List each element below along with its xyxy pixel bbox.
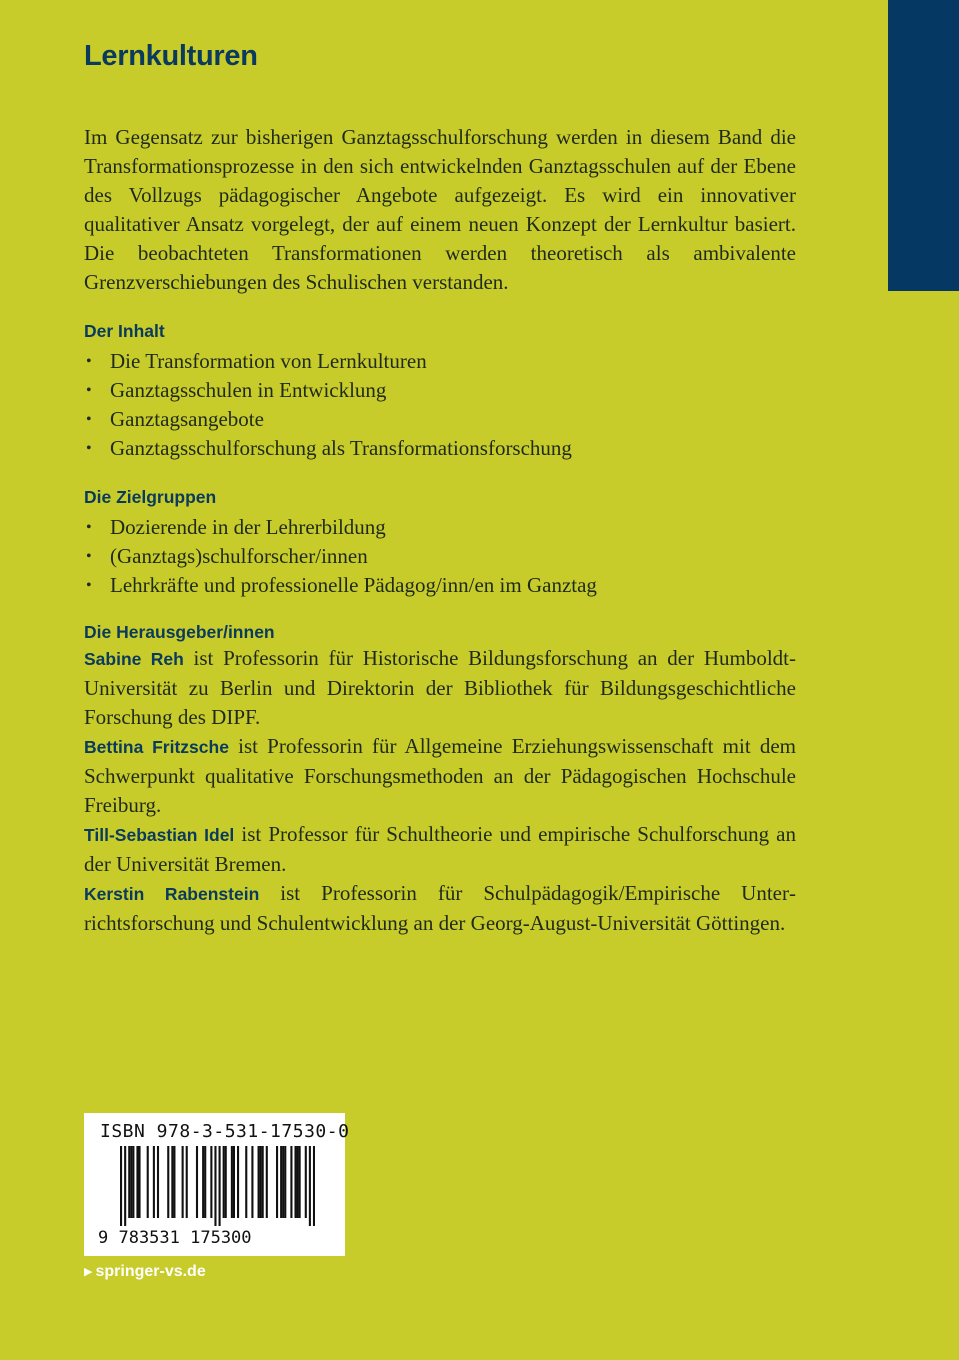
cover-color-band	[888, 0, 959, 291]
editor-name: Till-Sebastian Idel	[84, 825, 235, 845]
book-title: Lernkulturen	[84, 40, 258, 72]
barcode-bar	[309, 1146, 311, 1226]
list-item: • Die Transformation von Lernkulturen	[84, 347, 796, 376]
list-item: • Ganztagsschulen in Entwicklung	[84, 376, 796, 405]
barcode-bar	[266, 1146, 268, 1218]
arrow-right-icon: ▶	[84, 1266, 93, 1278]
bullet-icon: •	[86, 519, 92, 536]
barcode-bar	[299, 1146, 301, 1218]
barcode-bar	[297, 1146, 299, 1218]
barcode-bar	[128, 1146, 130, 1218]
bullet-icon: •	[86, 353, 92, 370]
barcode-bar	[132, 1146, 134, 1218]
list-item: • Ganztagsschulforschung als Transformationsforschung	[84, 434, 796, 463]
isbn-barcode-box	[84, 1113, 350, 1256]
list-item: • Lehrkräfte und professionelle Pädagog/inn/en im Ganztag	[84, 571, 796, 600]
bullet-icon: •	[86, 382, 92, 399]
barcode-bar	[147, 1146, 149, 1218]
barcode-bar	[313, 1146, 315, 1226]
barcode-bar	[225, 1146, 227, 1218]
list-item: • (Ganztags)schulforscher/innen	[84, 542, 796, 571]
barcode-bar	[210, 1146, 212, 1218]
section-heading-zielgruppen: Die Zielgruppen	[84, 487, 217, 507]
barcode-bar	[245, 1146, 247, 1218]
editor-text: ist Professorin für Schulpädagogik/Empirische Unterrichtsforschung und Schulentwicklung an der Georg-August-Universität Göttingen.	[84, 881, 796, 935]
barcode-bar	[219, 1146, 221, 1226]
editor-bio	[84, 820, 796, 879]
barcode-bar	[233, 1146, 235, 1218]
barcode-bar	[124, 1146, 126, 1226]
editor-bio	[84, 879, 796, 938]
barcode-bar	[171, 1146, 173, 1218]
barcode-bar	[262, 1146, 264, 1218]
barcode-bar	[204, 1146, 206, 1218]
editor-bio	[84, 644, 796, 732]
editor-name: Kerstin Rabenstein	[84, 884, 260, 904]
zielgruppen-list	[84, 513, 796, 600]
editor-name: Bettina Fritzsche	[84, 737, 229, 757]
back-cover-content	[84, 123, 796, 938]
barcode-bar	[280, 1146, 282, 1218]
section-inhalt	[84, 319, 796, 463]
barcode-bar	[251, 1146, 253, 1218]
bullet-icon: •	[86, 411, 92, 428]
section-heading-herausgeber: Die Herausgeber/innen	[84, 622, 275, 642]
barcode-bar	[136, 1146, 138, 1218]
barcode-bar	[138, 1146, 140, 1218]
barcode-bar	[260, 1146, 262, 1218]
barcode-bar	[182, 1146, 184, 1218]
editor-name: Sabine Reh	[84, 649, 184, 669]
editor-text: ist Professor für Schultheorie und empirische Schulforschung an der Universität Bremen.	[84, 822, 797, 876]
barcode-bar	[290, 1146, 292, 1218]
barcode-bar	[305, 1146, 307, 1218]
editor-text: ist Professorin für Historische Bildungsforschung an der Humboldt-Universität zu Berlin und Direktorin der Bibliothek für Bildungsgeschichtliche Forschung des DIPF.	[84, 646, 796, 729]
barcode-bar	[284, 1146, 286, 1218]
section-zielgruppen	[84, 485, 796, 600]
barcode-icon	[120, 1146, 315, 1226]
barcode-bar	[231, 1146, 233, 1218]
isbn-label: ISBN 978-3-531-17530-0	[100, 1121, 350, 1142]
barcode-digits: 9 783531 175300	[98, 1228, 252, 1248]
intro-paragraph: Im Gegensatz zur bisherigen Ganztagsschulforschung werden in diesem Band die Transformationsprozesse in den sich entwickelnden Ganztagsschulen auf der Ebene des Vollzugs pädagogischer Angebote aufgezeigt. Es wird ein innovativer qualitativer Ansatz vorgelegt, der auf einem neuen Konzept der Lernkultur basiert. Die beobachteten Transformationen werden theoretisch als ambivalente Grenzverschiebungen des Schulischen verstanden.	[84, 125, 796, 294]
list-item: • Dozierende in der Lehrerbildung	[84, 513, 796, 542]
barcode-bar	[157, 1146, 159, 1218]
barcode-bar	[173, 1146, 175, 1218]
website-label: springer-vs.de	[95, 1263, 206, 1280]
barcode-bar	[258, 1146, 260, 1218]
barcode-bar	[130, 1146, 132, 1218]
publisher-website[interactable]	[84, 1263, 206, 1281]
bullet-icon: •	[86, 440, 92, 457]
barcode-bar	[237, 1146, 239, 1218]
barcode-bar	[214, 1146, 216, 1226]
bullet-icon: •	[86, 548, 92, 565]
barcode-bar	[202, 1146, 204, 1218]
editor-bio	[84, 732, 796, 820]
barcode-bar	[282, 1146, 284, 1218]
inhalt-list	[84, 347, 796, 463]
barcode-bar	[120, 1146, 122, 1226]
bullet-icon: •	[86, 577, 92, 594]
section-heading-inhalt: Der Inhalt	[84, 321, 165, 341]
barcode-bar	[294, 1146, 296, 1218]
barcode-bar	[186, 1146, 188, 1218]
barcode-bar	[276, 1146, 278, 1218]
section-herausgeber	[84, 620, 796, 938]
barcode-bar	[153, 1146, 155, 1218]
barcode-bar	[167, 1146, 169, 1218]
barcode-bar	[196, 1146, 198, 1218]
list-item: • Ganztagsangebote	[84, 405, 796, 434]
barcode-bar	[223, 1146, 225, 1218]
editor-text: ist Professorin für Allgemeine Erziehungswissenschaft mit dem Schwerpunkt qualitative Forschungsmethoden an der Pädagogischen Hochschule Freiburg.	[84, 734, 797, 817]
